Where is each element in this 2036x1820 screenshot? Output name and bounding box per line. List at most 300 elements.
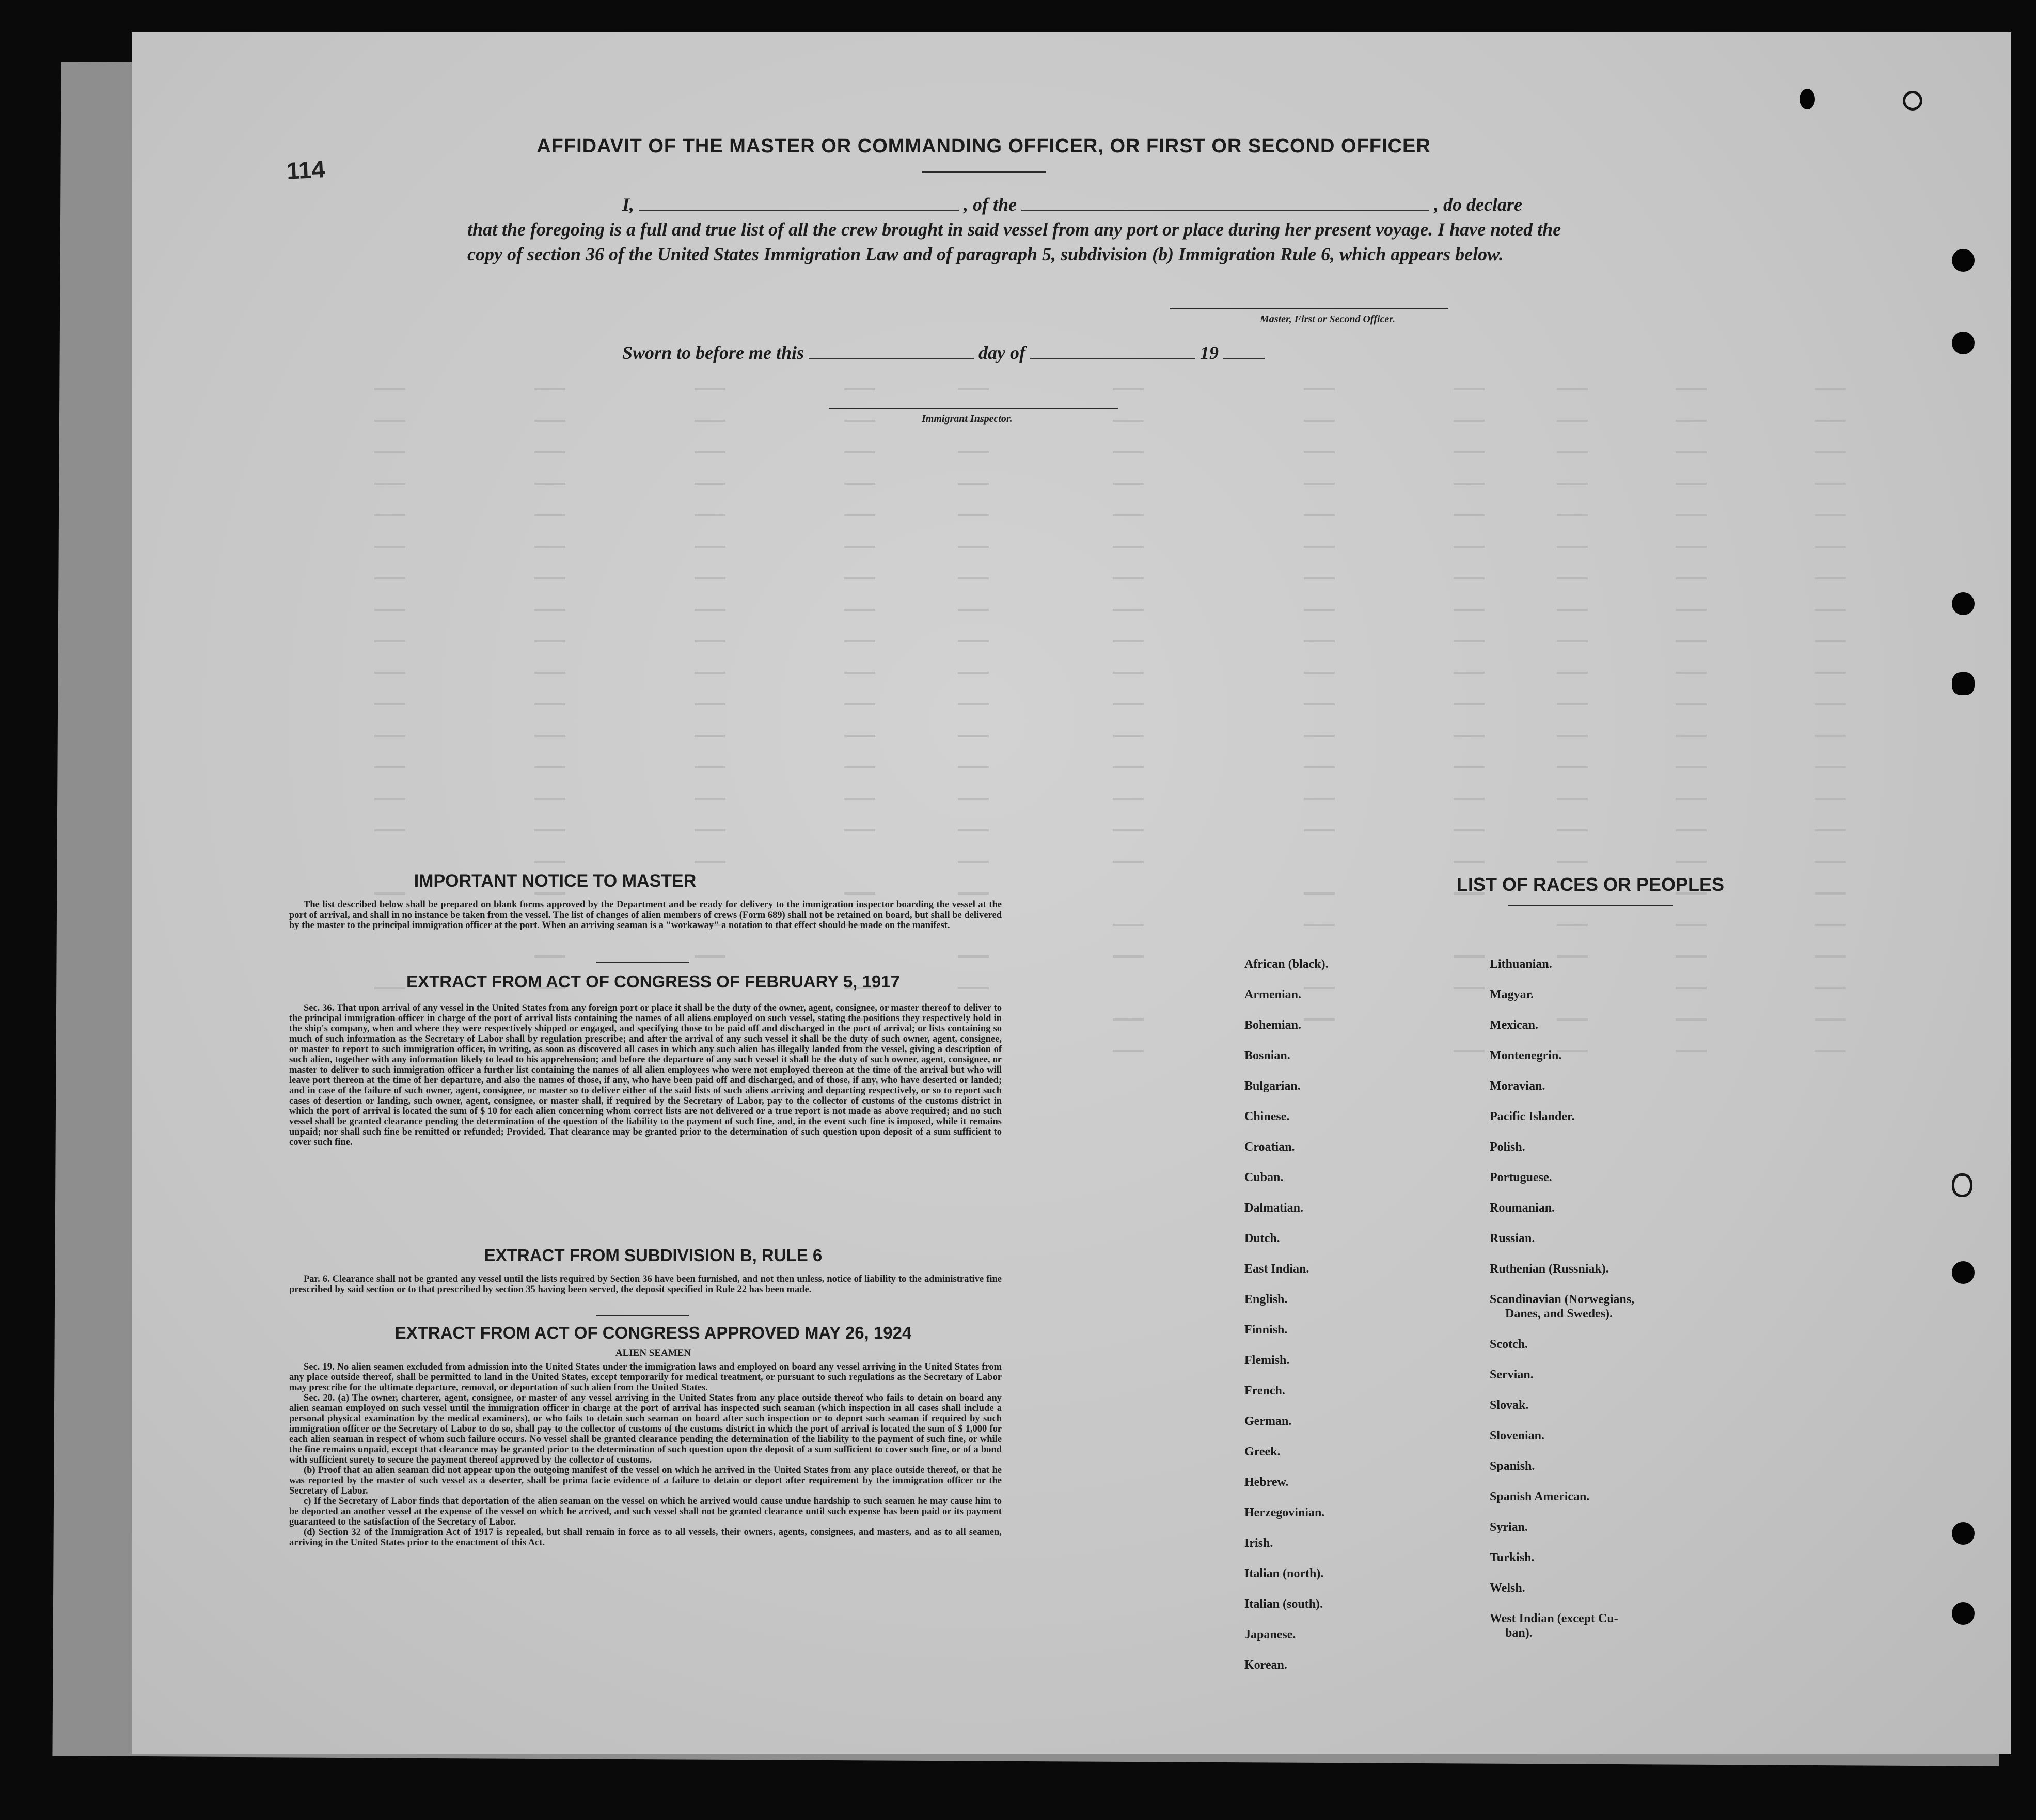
race-entry: Polish. [1490, 1140, 1525, 1154]
race-entry: Bosnian. [1244, 1049, 1290, 1062]
sworn-line [622, 342, 1448, 364]
notice-title: IMPORTANT NOTICE TO MASTER [414, 871, 697, 891]
bleed-mark [1304, 672, 1335, 674]
bleed-mark [1454, 703, 1485, 705]
bleed-mark [1815, 703, 1846, 705]
race-entry: Italian (south). [1244, 1597, 1323, 1611]
bleed-mark [1113, 766, 1144, 768]
bleed-mark [958, 577, 989, 579]
race-entry: Scotch. [1490, 1338, 1528, 1351]
extract-1924-title: EXTRACT FROM ACT OF CONGRESS APPROVED MAY 26, 1924 [394, 1323, 912, 1342]
bleed-mark [1304, 609, 1335, 611]
bleed-mark [1304, 987, 1335, 989]
bleed-mark [1557, 798, 1588, 800]
bleed-mark [1815, 735, 1846, 737]
bleed-mark [1304, 924, 1335, 926]
bleed-mark [1676, 388, 1707, 390]
sec-20d-paragraph: (d) Section 32 of the Immigration Act of 1917 is repealed, but shall remain in force as to all vessels, their owners, agents, consignees, and masters, and as to all seamen, arriving in the United States prior to the enactment of this Act. [289, 1527, 1002, 1548]
race-entry: Hebrew. [1244, 1476, 1289, 1489]
bleed-mark [695, 703, 725, 705]
bleed-mark [1454, 861, 1485, 863]
bleed-mark [1676, 798, 1707, 800]
bleed-mark [1676, 514, 1707, 516]
race-entry: Croatian. [1244, 1140, 1295, 1154]
race-entry: Roumanian. [1490, 1201, 1555, 1215]
bleed-mark [1676, 420, 1707, 422]
race-entry: African (black). [1244, 958, 1329, 971]
bleed-mark [1113, 388, 1144, 390]
bleed-mark [1113, 735, 1144, 737]
race-entry: Mexican. [1490, 1018, 1538, 1032]
sworn-text: Sworn to before me this [622, 342, 804, 363]
bleed-mark [1557, 829, 1588, 831]
bleed-mark [1454, 798, 1485, 800]
bleed-mark [1676, 735, 1707, 737]
bleed-mark [844, 451, 875, 453]
bleed-mark [374, 577, 405, 579]
bleed-mark [1304, 829, 1335, 831]
manifest-page [132, 32, 2011, 1754]
notice-text [289, 900, 1002, 931]
affidavit-declare: , do declare [1434, 194, 1522, 215]
bleed-mark [1676, 1050, 1707, 1052]
signature-caption: Master, First or Second Officer. [1260, 313, 1395, 325]
punch-hole [1952, 1602, 1975, 1625]
bleed-mark [374, 640, 405, 642]
bleed-mark [534, 514, 565, 516]
affidavit-body: that the foregoing is a full and true list of all the crew brought in said vessel from any port or place during her present voyage. I have noted the copy of section 36 of the United States Immigration Law and of paragraph 5, subdivision (b) Immigration Rule 6, which appears below. [467, 219, 1561, 264]
bleed-mark [1815, 672, 1846, 674]
bleed-mark [844, 640, 875, 642]
rule6-divider [596, 1315, 689, 1316]
bleed-mark [1557, 514, 1588, 516]
bleed-mark [1815, 577, 1846, 579]
race-entry: Lithuanian. [1490, 958, 1552, 971]
bleed-mark [1304, 451, 1335, 453]
bleed-mark [1304, 483, 1335, 485]
bleed-mark [534, 892, 565, 895]
bleed-mark [374, 829, 405, 831]
bleed-mark [958, 672, 989, 674]
signature-line[interactable] [1170, 308, 1448, 309]
bleed-mark [374, 388, 405, 390]
bleed-mark [374, 892, 405, 895]
bleed-mark [1676, 924, 1707, 926]
bleed-mark [1557, 1018, 1588, 1021]
bleed-mark [374, 514, 405, 516]
bleed-mark [958, 546, 989, 548]
bleed-mark [958, 735, 989, 737]
bleed-mark [958, 514, 989, 516]
punch-hole [1952, 332, 1975, 354]
bleed-mark [958, 892, 989, 895]
bleed-mark [1454, 672, 1485, 674]
name-blank[interactable] [639, 195, 959, 211]
bleed-mark [534, 829, 565, 831]
bleed-mark [534, 672, 565, 674]
bleed-mark [1815, 798, 1846, 800]
bleed-mark [1113, 546, 1144, 548]
bleed-mark [1815, 640, 1846, 642]
bleed-mark [1113, 609, 1144, 611]
bleed-mark [534, 955, 565, 958]
bleed-mark [695, 640, 725, 642]
race-entry: English. [1244, 1293, 1288, 1306]
bleed-mark [1304, 703, 1335, 705]
bleed-mark [1454, 451, 1485, 453]
race-entry: Slovak. [1490, 1399, 1529, 1412]
bleed-mark [695, 388, 725, 390]
bleed-mark [1815, 892, 1846, 895]
bleed-mark [1815, 1018, 1846, 1021]
bleed-mark [1557, 483, 1588, 485]
bleed-mark [844, 892, 875, 895]
bleed-mark [1454, 609, 1485, 611]
bleed-mark [374, 420, 405, 422]
bleed-mark [844, 735, 875, 737]
bleed-mark [1557, 640, 1588, 642]
title-underline [922, 171, 1046, 173]
bleed-mark [958, 861, 989, 863]
bleed-mark [1815, 420, 1846, 422]
bleed-mark [1304, 1018, 1335, 1021]
inspector-line[interactable] [829, 408, 1118, 409]
bleed-mark [695, 483, 725, 485]
bleed-mark [844, 766, 875, 768]
race-entry: Korean. [1244, 1658, 1287, 1672]
punch-hole [1952, 672, 1975, 695]
bleed-mark [1815, 451, 1846, 453]
bleed-mark [844, 514, 875, 516]
race-entry: Turkish. [1490, 1551, 1535, 1564]
race-entry: Finnish. [1244, 1323, 1288, 1337]
race-entry: Italian (north). [1244, 1567, 1324, 1580]
bleed-mark [1557, 955, 1588, 958]
bleed-mark [534, 546, 565, 548]
bleed-mark [374, 672, 405, 674]
bleed-mark [1304, 640, 1335, 642]
alien-seamen-subtitle: ALIEN SEAMEN [615, 1347, 691, 1358]
bleed-mark [1454, 483, 1485, 485]
bleed-mark [1557, 609, 1588, 611]
bleed-mark [1454, 514, 1485, 516]
bleed-mark [1454, 955, 1485, 958]
punch-hole [1952, 592, 1975, 615]
bleed-mark [1304, 420, 1335, 422]
bleed-mark [695, 577, 725, 579]
bleed-mark [1113, 672, 1144, 674]
bleed-mark [695, 735, 725, 737]
bleed-mark [534, 766, 565, 768]
bleed-mark [958, 829, 989, 831]
bleed-mark [695, 766, 725, 768]
bleed-mark [1815, 546, 1846, 548]
race-entry: Russian. [1490, 1232, 1535, 1245]
bleed-mark [1557, 388, 1588, 390]
race-entry: Chinese. [1244, 1110, 1290, 1123]
extract-rule6-text [289, 1274, 1002, 1295]
bleed-mark [958, 955, 989, 958]
sec-36-paragraph: Sec. 36. That upon arrival of any vessel in the United States from any foreign port or place it shall be the duty of the owner, agent, consignee, or master thereof to deliver to the principal immigration officer in charge of the port of arrival lists containing the names of all aliens employed on such vessel, stating the positions they respectively hold in the ship's company, when and where they were respectively shipped or engaged, and specifying those to be paid off and discharged in the port of arrival; or lists containing so much of such information as the Secretary of Labor shall by regulation prescribe; and after the arrival of any such vessel it shall be the duty of such owner, agent, consignee, or master to report to such immigration officer, in writing, as soon as discovered all cases in which any such alien has illegally landed from the vessel, giving a description of such alien, together with any information likely to lead to his apprehension; and before the departure of any such vessel it shall be the duty of such owner, agent, consignee, or master to deliver to such immigration officer a further list containing the names of all alien employees who were not employed thereon at the time of the arrival but who will leave port thereon at the time of her departure, and also the names of those, if any, who have been paid off and discharged, and of those, if any, who have deserted or landed; and in case of the failure of such owner, agent, consignee, or master so to deliver either of the said lists of such aliens arriving and departing respectively, or so to report such cases of desertion or landing, such owner, agent, consignee, or master shall, if required by the Secretary of Labor, pay to the collector of customs of the customs district in which the port of arrival is located the sum of $ 10 for each alien concerning whom correct lists are not delivered or a true report is not made as above required; and no such vessel shall be granted clearance pending the determination of the question of the liability to the payment of such fine, and, in the event such fine is imposed, while it remains unpaid; nor shall such fine be remitted or refunded; Provided. That clearance may be granted prior to the determination of such question upon deposit of a sum sufficient to cover such fine. [289, 1003, 1002, 1148]
bleed-mark [1113, 640, 1144, 642]
bleed-mark [1304, 798, 1335, 800]
bleed-mark [1557, 577, 1588, 579]
sec-20c-paragraph: c) If the Secretary of Labor finds that deportation of the alien seaman on the vessel on which he arrived would cause undue hardship to such seamen he may cause him to be deported an another vessel at the expense of the vessel on which he arrived, and such vessel shall not be granted clearance until such expense has been paid or its payment guaranteed to the satisfaction of the Secretary of Labor. [289, 1496, 1002, 1527]
bleed-mark [1113, 703, 1144, 705]
bleed-mark [1557, 766, 1588, 768]
punch-hole [1952, 1261, 1975, 1284]
notice-divider [596, 962, 689, 963]
bleed-mark [534, 577, 565, 579]
bleed-mark [1676, 766, 1707, 768]
bleed-mark [695, 514, 725, 516]
bleed-mark [958, 451, 989, 453]
bleed-mark [695, 420, 725, 422]
sworn-date-blank[interactable] [809, 343, 974, 359]
punch-hole [1800, 89, 1815, 109]
bleed-mark [1815, 609, 1846, 611]
bleed-mark [534, 703, 565, 705]
race-entry: French. [1244, 1384, 1285, 1398]
bleed-mark [1304, 514, 1335, 516]
bleed-mark [1676, 640, 1707, 642]
bleed-mark [1815, 766, 1846, 768]
bleed-mark [1113, 798, 1144, 800]
race-entry: Bulgarian. [1244, 1079, 1301, 1093]
race-entry: Slovenian. [1490, 1429, 1545, 1442]
bleed-mark [1557, 703, 1588, 705]
bleed-mark [1676, 672, 1707, 674]
bleed-mark [1557, 735, 1588, 737]
bleed-mark [1454, 987, 1485, 989]
bleed-mark [1454, 640, 1485, 642]
bleed-mark [1113, 514, 1144, 516]
race-entry: Syrian. [1490, 1520, 1528, 1534]
bleed-mark [1454, 577, 1485, 579]
extract-1917-text [289, 1003, 1002, 1148]
bleed-mark [1557, 546, 1588, 548]
affidavit-text [467, 192, 1577, 266]
bleed-mark [844, 546, 875, 548]
bleed-mark [844, 420, 875, 422]
par-6-paragraph: Par. 6. Clearance shall not be granted any vessel until the lists required by Section 36 have been furnished, and not then unless, notice of liability to the administrative fine prescribed by said section or to that prescribed by section 35 having been served, the deposit specified in Rule 22 has been made. [289, 1274, 1002, 1295]
bleed-mark [1304, 892, 1335, 895]
sworn-year-blank[interactable] [1223, 343, 1265, 359]
sec-20b-paragraph: (b) Proof that an alien seaman did not appear upon the outgoing manifest of the vessel on which he arrived in the United States from any place outside thereof, or that he was reported by the master of such vessel as a deserter, shall be prima facie evidence of a failure to detain or deport after requirement by the immigration officer or the Secretary of Labor. [289, 1465, 1002, 1496]
race-entry: Moravian. [1490, 1079, 1545, 1093]
race-entry: ban). [1505, 1626, 1533, 1640]
bleed-mark [958, 766, 989, 768]
race-entry: Ruthenian (Russniak). [1490, 1262, 1609, 1276]
bleed-mark [695, 861, 725, 863]
punch-hole [1952, 1173, 1972, 1197]
bleed-mark [1815, 388, 1846, 390]
bleed-mark [1454, 388, 1485, 390]
bleed-mark [695, 955, 725, 958]
sworn-year-text: 19 [1200, 342, 1219, 363]
sec-20a-paragraph: Sec. 20. (a) The owner, charterer, agent, consignee, or master of any vessel arriving in the United States from any place outside thereof who fails to detain on board any alien seaman employed on such vessel until the immigration officer in charge at the port of arrival has inspected such seaman (which inspection in all cases shall include a personal physical examination by the medical examiners), or who fails to detain such seaman on board after such inspection or to deport such seaman if required by such immigration officer or the Secretary of Labor to do so, shall pay to the collector of customs of the customs district in which the port of arrival is located the sum of $ 1,000 for each alien seaman in respect of whom such failure occurs. No vessel shall be granted clearance pending the determination of the liability to the payment of such fine, or while the fine remains unpaid, except that clearance may be granted prior to the determination of such question upon the deposit of a sum sufficient to cover such fine, or of a bond with sufficient surety to secure the payment thereof approved by the collector of customs. [289, 1393, 1002, 1465]
race-entry: Greek. [1244, 1445, 1281, 1458]
bleed-mark [1304, 388, 1335, 390]
bleed-mark [1676, 577, 1707, 579]
bleed-mark [1557, 861, 1588, 863]
bleed-mark [844, 609, 875, 611]
bleed-mark [374, 546, 405, 548]
bleed-mark [1113, 955, 1144, 958]
bleed-mark [1454, 829, 1485, 831]
bleed-mark [1113, 861, 1144, 863]
bleed-mark [958, 703, 989, 705]
bleed-mark [1113, 829, 1144, 831]
race-entry: Portuguese. [1490, 1171, 1552, 1184]
race-entry: Armenian. [1244, 988, 1301, 1001]
punch-hole [1903, 91, 1922, 111]
bleed-mark [374, 766, 405, 768]
bleed-mark [1113, 577, 1144, 579]
bleed-mark [534, 798, 565, 800]
bleed-mark [1815, 1050, 1846, 1052]
bleed-mark [844, 829, 875, 831]
bleed-mark [1113, 420, 1144, 422]
affidavit-title: AFFIDAVIT OF THE MASTER OR COMMANDING OFFICER, OR FIRST OR SECOND OFFICER [536, 135, 1431, 157]
race-entry: Spanish American. [1490, 1490, 1590, 1503]
bleed-mark [844, 672, 875, 674]
race-entry: Irish. [1244, 1536, 1273, 1550]
bleed-mark [695, 451, 725, 453]
bleed-mark [1304, 766, 1335, 768]
bleed-mark [958, 483, 989, 485]
bleed-mark [695, 609, 725, 611]
race-entry: Bohemian. [1244, 1018, 1302, 1032]
bleed-mark [534, 640, 565, 642]
race-entry: Dutch. [1244, 1232, 1280, 1245]
punch-hole [1952, 249, 1975, 272]
bleed-mark [534, 388, 565, 390]
bleed-mark [1304, 546, 1335, 548]
bleed-mark [1454, 1050, 1485, 1052]
bleed-mark [958, 798, 989, 800]
bleed-mark [1113, 924, 1144, 926]
bleed-mark [374, 735, 405, 737]
bleed-mark [1815, 483, 1846, 485]
bleed-mark [695, 546, 725, 548]
bleed-mark [1676, 451, 1707, 453]
bleed-mark [844, 483, 875, 485]
bleed-mark [695, 829, 725, 831]
bleed-mark [958, 388, 989, 390]
bleed-mark [1557, 924, 1588, 926]
bleed-mark [1676, 1018, 1707, 1021]
affidavit-i: I, [622, 194, 635, 215]
bleed-mark [374, 451, 405, 453]
bleed-mark [1557, 672, 1588, 674]
bleed-mark [1676, 861, 1707, 863]
bleed-mark [844, 577, 875, 579]
race-entry: Pacific Islander. [1490, 1110, 1575, 1123]
race-entry: Scandinavian (Norwegians, [1490, 1293, 1635, 1306]
bleed-mark [534, 735, 565, 737]
race-entry: Welsh. [1490, 1581, 1525, 1595]
bleed-mark [958, 609, 989, 611]
race-entry: Servian. [1490, 1368, 1534, 1382]
bleed-mark [695, 798, 725, 800]
bleed-mark [1304, 577, 1335, 579]
bleed-mark [1454, 766, 1485, 768]
bleed-mark [1815, 829, 1846, 831]
page-number-stamp: 114 [286, 155, 326, 184]
bleed-mark [1815, 514, 1846, 516]
race-entry: German. [1244, 1415, 1292, 1428]
races-title: LIST OF RACES OR PEOPLES [1456, 874, 1725, 895]
race-entry: Cuban. [1244, 1171, 1284, 1184]
punch-hole [1952, 1522, 1975, 1545]
bleed-mark [534, 451, 565, 453]
notice-paragraph: The list described below shall be prepared on blank forms approved by the Department and be ready for delivery to the immigration inspector boarding the vessel at the port of arrival, and shall in no instance be taken from the vessel. The list of changes of alien members of crews (Form 689) shall not be retained on board, but shall be delivered by the master to the principal immigration officer at the port. When an arriving seaman is a "workaway" a notation to that effect should be made on the manifest. [289, 900, 1002, 931]
bleed-mark [374, 703, 405, 705]
bleed-mark [1454, 735, 1485, 737]
bleed-mark [1304, 735, 1335, 737]
bleed-mark [958, 640, 989, 642]
bleed-mark [1815, 861, 1846, 863]
race-entry: Herzegovinian. [1244, 1506, 1325, 1519]
extract-1924-text [289, 1362, 1002, 1548]
bleed-mark [1676, 955, 1707, 958]
race-entry: Spanish. [1490, 1460, 1535, 1473]
races-underline [1508, 905, 1673, 906]
bleed-mark [1676, 609, 1707, 611]
bleed-mark [534, 609, 565, 611]
bleed-mark [1454, 546, 1485, 548]
bleed-mark [1557, 451, 1588, 453]
inspector-caption: Immigrant Inspector. [922, 413, 1013, 425]
bleed-mark [374, 798, 405, 800]
extract-1917-title: EXTRACT FROM ACT OF CONGRESS OF FEBRUARY 5, 1917 [406, 972, 900, 991]
bleed-mark [534, 861, 565, 863]
bleed-mark [374, 483, 405, 485]
bleed-mark [695, 672, 725, 674]
race-entry: East Indian. [1244, 1262, 1309, 1276]
bleed-mark [1113, 1050, 1144, 1052]
vessel-blank[interactable] [1021, 195, 1429, 211]
bleed-mark [1676, 987, 1707, 989]
bleed-mark [1676, 546, 1707, 548]
bleed-mark [844, 703, 875, 705]
bleed-mark [1815, 987, 1846, 989]
bleed-mark [534, 483, 565, 485]
bleed-mark [844, 388, 875, 390]
sworn-month-blank[interactable] [1030, 343, 1195, 359]
race-entry: Danes, and Swedes). [1505, 1307, 1613, 1321]
race-entry: Japanese. [1244, 1628, 1296, 1641]
bleed-mark [1815, 924, 1846, 926]
race-entry: Flemish. [1244, 1354, 1290, 1367]
bleed-mark [1113, 1018, 1144, 1021]
sec-19-paragraph: Sec. 19. No alien seamen excluded from admission into the United States under the immigration laws and employed on board any vessel arriving in the United States from any place outside thereof, shall be permitted to land in the United States, except temporarily for medical treatment, or pursuant to such regulations as the Secretary of Labor may prescribe for the ultimate departure, removal, or deportation of such alien from the United States. [289, 1362, 1002, 1393]
bleed-mark [1676, 483, 1707, 485]
race-entry: West Indian (except Cu- [1490, 1612, 1618, 1625]
bleed-mark [534, 420, 565, 422]
race-entry: Magyar. [1490, 988, 1534, 1001]
sworn-day-text: day of [978, 342, 1026, 363]
bleed-mark [374, 609, 405, 611]
bleed-mark [844, 798, 875, 800]
bleed-mark [1815, 955, 1846, 958]
bleed-mark [1676, 703, 1707, 705]
bleed-mark [1676, 829, 1707, 831]
race-entry: Dalmatian. [1244, 1201, 1303, 1215]
bleed-mark [1454, 420, 1485, 422]
race-entry: Montenegrin. [1490, 1049, 1562, 1062]
